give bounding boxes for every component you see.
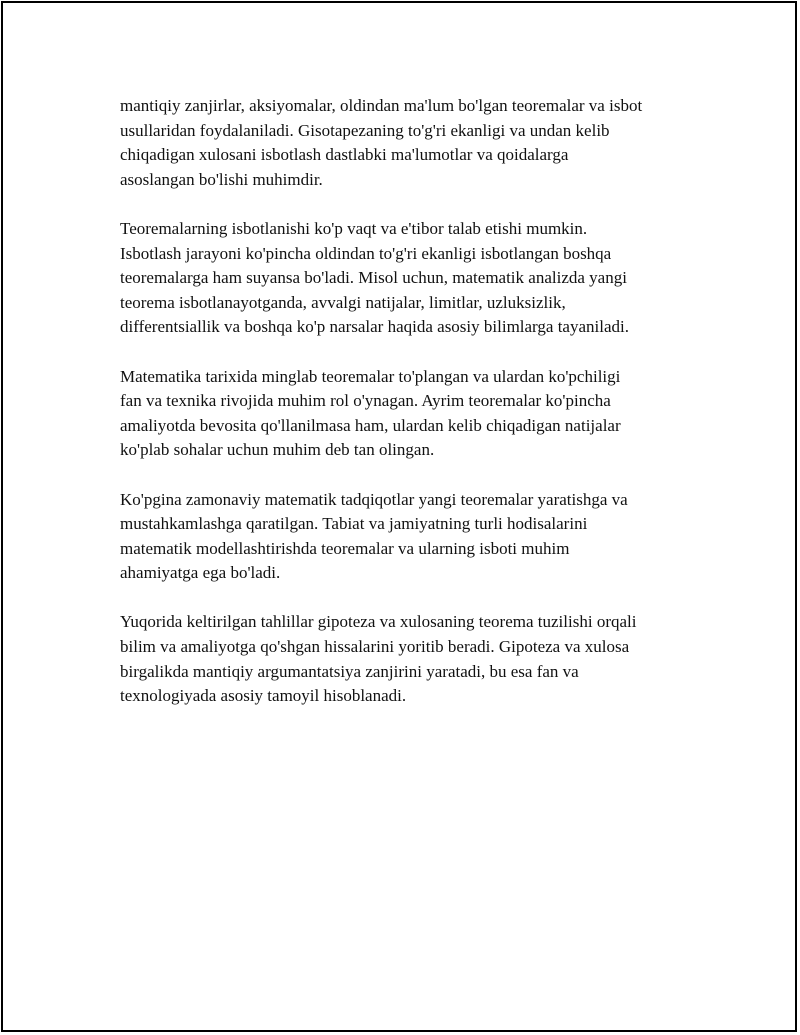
document-body (120, 94, 705, 733)
paragraph-1: mantiqiy zanjirlar, aksiyomalar, oldindan ma'lum bo'lgan teoremalar va isbot usullaridan foydalaniladi. Gisotapezaning to'g'ri ekanligi va undan kelib chiqadigan xulosani isbotlash dastlabki ma'lumotlar va qoidalarga asoslangan bo'lishi muhimdir. (120, 96, 643, 189)
paragraph-5: Yuqorida keltirilgan tahlillar gipoteza va xulosaning teorema tuzilishi orqali bilim va amaliyotga qo'shgan hissalarini yoritib beradi. Gipoteza va xulosa birgalikda mantiqiy argumantatsiya zanjirini yaratadi, bu esa fan va texnologiyada asosiy tamoyil hisoblanadi. (120, 612, 637, 706)
paragraph-4: Ko'pgina zamonaviy matematik tadqiqotlar yangi teoremalar yaratishga va mustahkamlashga qaratilgan. Tabiat va jamiyatning turli hodisalarini matematik modellashtirishda teoremalar va ularning isboti muhim ahamiyatga ega bo'ladi. (120, 489, 628, 583)
page-frame (1, 1, 797, 1032)
paragraph-2: Teoremalarning isbotlanishi ko'p vaqt va e'tibor talab etishi mumkin. Isbotlash jarayoni ko'pincha oldindan to'g'ri ekanligi isbotlangan boshqa teoremalarga ham suyansa bo'ladi. Misol uchun, matematik analizda yangi teorema isbotlanayotganda, avvalgi natijalar, limitlar, uzluksizlik, differentsiallik va boshqa ko'p narsalar haqida asosiy bilimlarga tayaniladi. (120, 218, 629, 337)
paragraph-3: Matematika tarixida minglab teoremalar to'plangan va ulardan ko'pchiligi fan va texnika rivojida muhim rol o'ynagan. Ayrim teoremalar ko'pincha amaliyotda bevosita qo'llanilmasa ham, ulardan kelib chiqadigan natijalar ko'plab sohalar uchun muhim deb tan olingan. (120, 366, 621, 460)
